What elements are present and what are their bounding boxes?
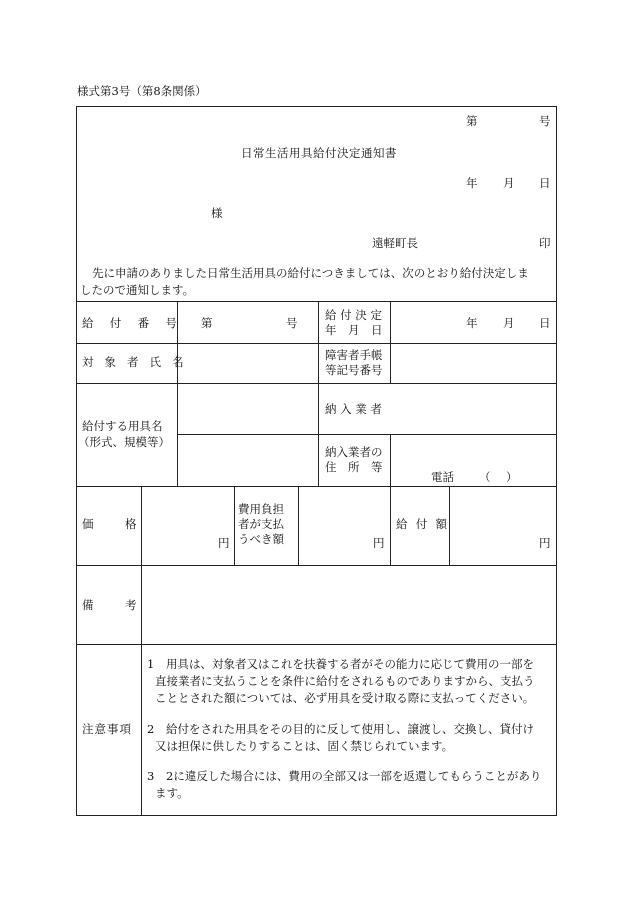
note-line: 2に違反した場合には、費用の全部又は一部を返還してもらうことがあり — [166, 769, 542, 783]
row-line — [177, 434, 557, 435]
row-line — [76, 343, 557, 344]
intro-line-1: 先に申請のありました日常生活用具の給付につきましては、次のとおり給付決定しま — [92, 266, 529, 280]
grant-number-label: 給 付 番 号 — [82, 316, 184, 330]
supplier-address-label-1: 納入業者の — [325, 445, 383, 459]
note-number: 1 — [147, 657, 155, 671]
row-line — [76, 565, 557, 566]
doc-number-suffix: 号 — [539, 114, 551, 128]
col-line — [390, 434, 391, 486]
note-line: 又は担保に供したりすることは、固く禁じられています。 — [155, 739, 454, 753]
phone-open-paren: （ — [479, 470, 491, 484]
row-line — [76, 644, 557, 645]
decision-date-label-1: 給 付 決 定 — [325, 308, 382, 322]
col-line — [390, 301, 391, 383]
disability-card-label-1: 障害者手帳 — [325, 348, 383, 362]
phone-label: 電話 — [431, 470, 454, 484]
equipment-label-1: 給付する用具名 — [82, 419, 163, 433]
form-frame — [76, 106, 557, 816]
col-line — [390, 486, 391, 565]
date-month: 月 — [503, 176, 515, 190]
row-line — [76, 486, 557, 487]
doc-title: 日常生活用具給付決定通知書 — [241, 146, 397, 160]
col-line — [234, 486, 235, 565]
equipment-label-2: （形式、規模等） — [78, 435, 170, 449]
date-year: 年 — [466, 176, 478, 190]
decision-year: 年 — [466, 316, 478, 330]
price-label-1: 価 — [82, 517, 94, 531]
note-number: 2 — [147, 722, 155, 736]
form-id: 様式第3号（第8条関係） — [77, 84, 207, 98]
notes-label: 注意事項 — [82, 722, 132, 736]
addressee-suffix: 様 — [211, 206, 223, 220]
issuer-name: 遠軽町長 — [372, 236, 418, 250]
supplier-label: 納 入 業 者 — [325, 402, 382, 416]
col-line — [141, 486, 142, 816]
remarks-label-2: 考 — [125, 598, 137, 612]
row-line — [76, 383, 557, 384]
supplier-address-label-2: 住 所 等 — [325, 460, 383, 474]
note-line: 用具は、対象者又はこれを扶養する者がその能力に応じて費用の一部を — [166, 657, 534, 671]
col-line — [318, 301, 319, 486]
note-line: 直接業者に支払うことを条件に給付をされるものでありますから、支払う — [155, 674, 535, 688]
recipient-name-label: 対 象 者 氏 名 — [82, 355, 188, 369]
col-line — [298, 486, 299, 565]
note-line: 給付をされた用具をその目的に反して使用し、譲渡し、交換し、貸付け — [166, 722, 534, 736]
grant-amount-label: 給 付 額 — [396, 517, 450, 531]
price-unit: 円 — [218, 536, 230, 550]
grant-number-prefix: 第 — [201, 316, 213, 330]
phone-close-paren: ） — [506, 470, 518, 484]
disability-card-label-2: 等記号番号 — [325, 363, 383, 377]
burden-label-3: うべき額 — [238, 532, 284, 546]
seal-mark: 印 — [539, 236, 551, 250]
decision-month: 月 — [503, 316, 515, 330]
decision-date-label-2: 年 月 日 — [325, 323, 383, 337]
note-number: 3 — [147, 769, 155, 783]
note-line: ます。 — [155, 786, 189, 800]
burden-unit: 円 — [373, 536, 385, 550]
intro-line-2: したので通知します。 — [80, 283, 195, 297]
decision-day: 日 — [539, 316, 551, 330]
date-day: 日 — [539, 176, 551, 190]
doc-number-prefix: 第 — [466, 114, 478, 128]
remarks-label-1: 備 — [82, 598, 94, 612]
row-line — [76, 301, 557, 302]
grant-amount-unit: 円 — [539, 536, 551, 550]
burden-label-2: 者が支払 — [238, 517, 284, 531]
price-label-2: 格 — [125, 517, 137, 531]
note-line: こととされた額については、必ず用具を受け取る際に支払ってください。 — [155, 691, 535, 705]
burden-label-1: 費用負担 — [238, 502, 284, 516]
grant-number-suffix: 号 — [286, 316, 298, 330]
